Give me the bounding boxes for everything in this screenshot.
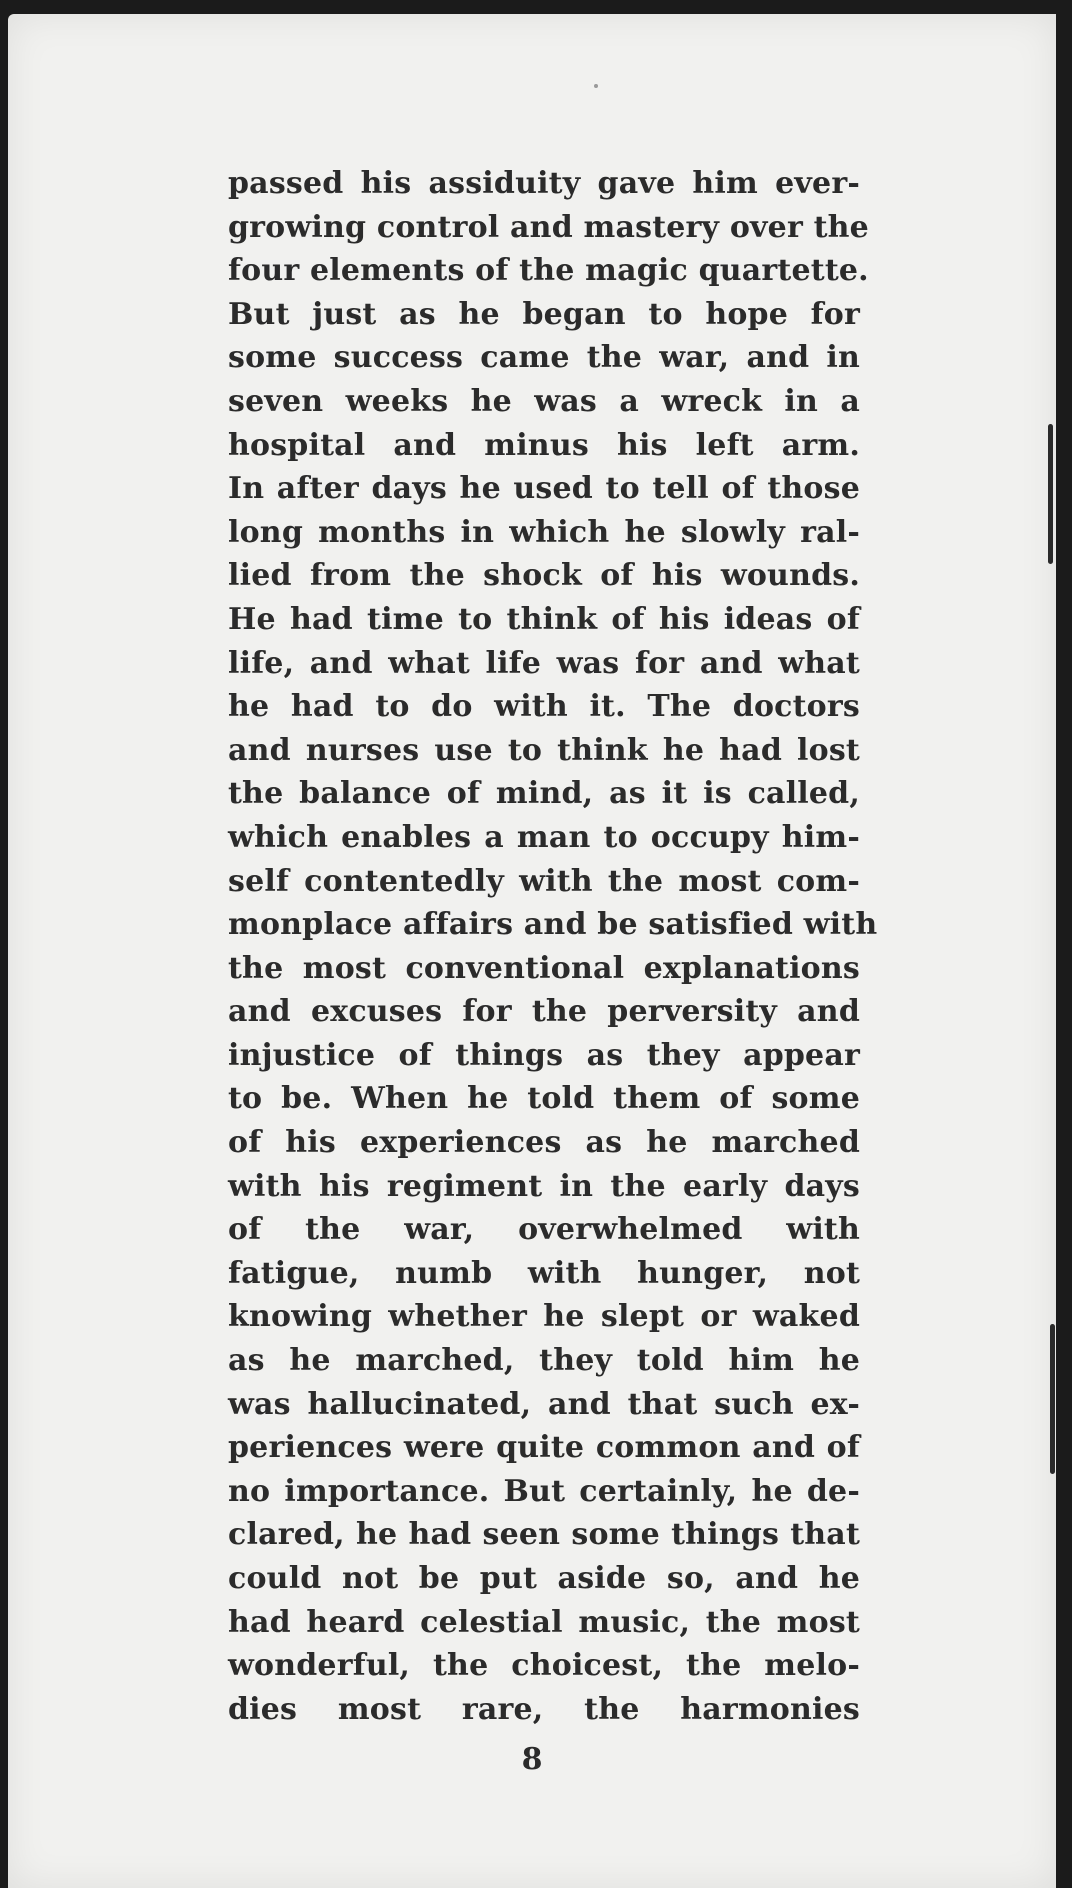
binding-mark [1050, 1324, 1055, 1474]
text-line: some success came the war, and in [228, 340, 860, 376]
text-line: But just as he began to hope for [228, 296, 860, 332]
text-line: He had time to think of his ideas of [228, 601, 860, 637]
text-line: he had to do with it. The doctors [228, 689, 860, 725]
text-line: In after days he used to tell of those [228, 471, 860, 507]
text-line: monplace affairs and be satisfied with [228, 907, 878, 943]
text-line: growing control and mastery over the [228, 209, 869, 245]
text-line: and excuses for the perversity and [228, 994, 860, 1030]
text-line: of his experiences as he marched [228, 1125, 860, 1161]
text-line: fatigue, numb with hunger, not [228, 1255, 860, 1291]
text-line: knowing whether he slept or waked [228, 1299, 860, 1335]
text-line: hospital and minus his left arm. [228, 427, 860, 463]
text-line: seven weeks he was a wreck in a [228, 383, 860, 419]
paper-speck [594, 84, 598, 88]
body-text [228, 162, 878, 1731]
text-line: lied from the shock of his wounds. [228, 558, 860, 594]
text-line: as he marched, they told him he [228, 1343, 860, 1379]
text-line: life, and what life was for and what [228, 645, 860, 681]
text-line: to be. When he told them of some [228, 1081, 860, 1117]
text-line: no importance. But certainly, he de- [228, 1473, 860, 1509]
page-number: 8 [521, 1742, 543, 1777]
text-line: of the war, overwhelmed with [228, 1212, 860, 1248]
text-line: with his regiment in the early days [228, 1168, 860, 1204]
text-line: was hallucinated, and that such ex- [228, 1386, 860, 1422]
text-line: the most conventional explanations [228, 950, 860, 986]
text-line: self contentedly with the most com- [228, 863, 860, 899]
text-line: could not be put aside so, and he [228, 1561, 860, 1596]
text-line: passed his assiduity gave him ever- [228, 166, 860, 201]
text-line: and nurses use to think he had lost [228, 732, 860, 768]
text-line: the balance of mind, as it is called, [228, 776, 860, 812]
text-line: had heard celestial music, the most [228, 1604, 860, 1640]
text-line: long months in which he slowly ral- [228, 514, 860, 550]
text-line: four elements of the magic quartette. [228, 253, 869, 289]
text-line: dies most rare, the harmonies [228, 1691, 860, 1727]
text-line: wonderful, the choicest, the melo- [228, 1648, 860, 1684]
text-line: clared, he had seen some things that [228, 1517, 860, 1553]
text-line: injustice of things as they appear [228, 1037, 860, 1073]
text-line: periences were quite common and of [228, 1430, 860, 1466]
binding-mark [1048, 424, 1053, 564]
book-page [8, 14, 1056, 1888]
text-line: which enables a man to occupy him- [228, 819, 860, 855]
